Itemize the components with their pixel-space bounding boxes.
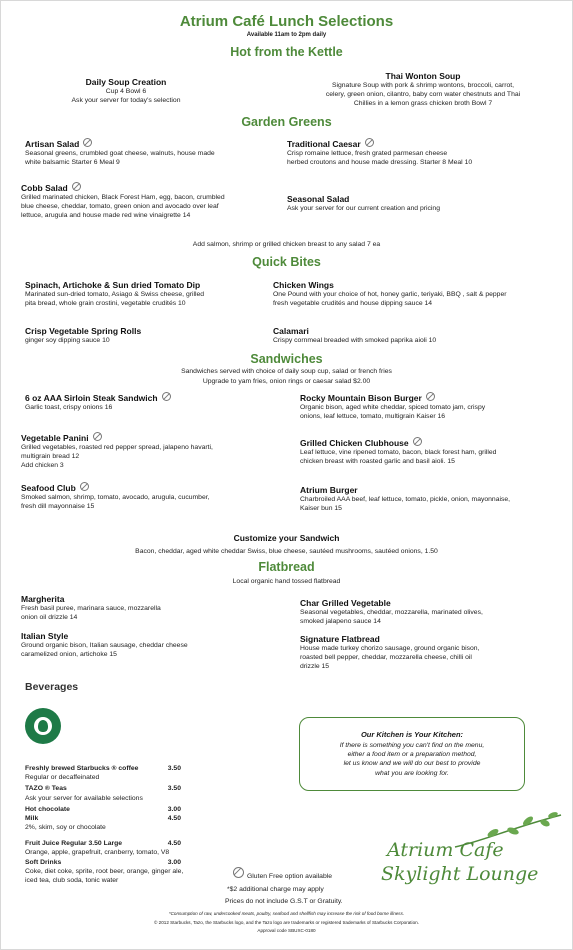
hot-chocolate-price: 3.00 bbox=[167, 805, 181, 813]
margherita-name: Margherita bbox=[21, 594, 65, 604]
kettle-heading: Hot from the Kettle bbox=[230, 45, 343, 59]
coffee-note: Regular or decaffeinated bbox=[25, 774, 100, 782]
clubhouse-desc-2: chicken breast with roasted garlic and basil aioli. 15 bbox=[300, 458, 455, 466]
atrium-burger-name: Atrium Burger bbox=[300, 485, 358, 495]
atrium-cafe-logo bbox=[373, 811, 563, 891]
gluten-free-legend bbox=[233, 867, 332, 881]
gluten-free-icon bbox=[162, 392, 171, 401]
caesar-salad-desc-2: herbed croutons and house made dressing. Starter 8 Meal 10 bbox=[287, 159, 473, 167]
kitchen-line-4: what you are looking for. bbox=[375, 769, 449, 777]
customize-title: Customize your Sandwich bbox=[233, 533, 340, 543]
copyright-note: © 2012 Starbucks, Tazo, the Starbucks logo, and the Tazo logo are trademarks or registered trademarks of Starbucks Corporation. bbox=[154, 920, 419, 925]
sandwich-note-2: Upgrade to yam fries, onion rings or caesar salad $2.00 bbox=[202, 378, 371, 385]
panini-desc-3: Add chicken 3 bbox=[21, 462, 64, 470]
margherita-desc-1: Fresh basil puree, marinara sauce, mozzarella bbox=[21, 605, 161, 612]
panini-name: Vegetable Panini bbox=[21, 433, 89, 443]
milk-note: 2%, skim, soy or chocolate bbox=[25, 824, 106, 832]
seafood-club-name: Seafood Club bbox=[21, 483, 76, 493]
salad-add-note: Add salmon, shrimp or grilled chicken breast to any salad 7 ea bbox=[192, 241, 381, 248]
char-grilled-name: Char Grilled Vegetable bbox=[300, 598, 391, 608]
atrium-burger-desc-1: Charbroiled AAA beef, leaf lettuce, tomato, pickle, onion, mayonnaise, bbox=[300, 496, 511, 503]
spring-rolls-name: Crisp Vegetable Spring Rolls bbox=[25, 326, 142, 336]
artisan-salad-desc-1: Seasonal greens, crumbled goat cheese, walnuts, house made bbox=[25, 150, 215, 157]
juice-note: Orange, apple, grapefruit, cranberry, tomato, V8 bbox=[25, 849, 170, 857]
approval-code: Approval code SBUXC-0180 bbox=[257, 928, 316, 933]
gluten-free-icon bbox=[365, 138, 374, 147]
thai-soup-item bbox=[287, 71, 559, 109]
panini-desc-2: multigrain bread 12 bbox=[21, 453, 80, 461]
caesar-salad-name: Traditional Caesar bbox=[287, 139, 361, 149]
milk-name: Milk bbox=[25, 814, 39, 822]
gluten-free-icon bbox=[426, 392, 435, 401]
signature-flatbread-item bbox=[300, 634, 562, 672]
gluten-free-icon bbox=[93, 432, 102, 441]
gluten-free-icon bbox=[83, 138, 92, 147]
dip-name: Spinach, Artichoke & Sun dried Tomato Dip bbox=[25, 280, 201, 290]
cobb-salad-desc-3: lettuce, arugula and house made red wine vinaigrette 14 bbox=[21, 212, 191, 220]
flatbread-subtitle: Local organic hand tossed flatbread bbox=[232, 578, 341, 585]
starbucks-logo bbox=[25, 708, 61, 744]
seafood-club-desc-2: fresh dill mayonnaise 15 bbox=[21, 503, 95, 511]
seafood-club-desc-1: Smoked salmon, shrimp, tomato, avocado, arugula, cucumber, bbox=[21, 494, 210, 501]
wings-desc-2: fresh vegetable crudités and house dipping sauce 14 bbox=[273, 300, 433, 308]
seafood-club-item bbox=[21, 482, 283, 511]
artisan-salad-item bbox=[25, 138, 275, 167]
bison-burger-desc-1: Organic bison, aged white cheddar, spiced tomato jam, crispy bbox=[300, 404, 486, 411]
atrium-burger-item bbox=[300, 485, 562, 513]
thai-soup-desc-2: celery, green onion, cilantro, baby corn water chestnuts and Thai bbox=[325, 91, 521, 99]
char-grilled-desc-2: smoked jalapeno sauce 14 bbox=[300, 618, 381, 626]
kitchen-line-3: let us know and we will do our best to provide bbox=[343, 760, 481, 768]
bison-burger-item bbox=[300, 392, 562, 421]
gluten-free-note: Gluten Free option available bbox=[247, 873, 333, 880]
char-grilled-item bbox=[300, 598, 562, 626]
kitchen-notice-box bbox=[299, 717, 525, 791]
juice-name: Fruit Juice Regular 3.50 Large bbox=[25, 840, 123, 848]
italian-style-desc-2: caramelized onion, artichoke 15 bbox=[21, 651, 117, 659]
signature-flatbread-desc-3: drizzle 15 bbox=[300, 663, 330, 671]
beverage-list bbox=[25, 764, 183, 885]
soft-drinks-note-2: iced tea, club soda, tonic water bbox=[25, 876, 119, 884]
daily-soup-note: Ask your server for today's selection bbox=[71, 97, 181, 105]
margherita-desc-2: onion oil drizzle 14 bbox=[21, 614, 78, 622]
daily-soup-item bbox=[61, 77, 191, 105]
italian-style-desc-1: Ground organic bison, Italian sausage, cheddar cheese bbox=[21, 642, 188, 649]
thai-soup-name: Thai Wonton Soup bbox=[385, 71, 461, 81]
logo-line-1: Atrium Cafe bbox=[387, 839, 504, 861]
seasonal-salad-name: Seasonal Salad bbox=[287, 194, 350, 204]
bites-heading: Quick Bites bbox=[252, 255, 321, 269]
signature-flatbread-desc-1: House made turkey chorizo sausage, ground organic bison, bbox=[300, 645, 480, 652]
consumption-warning: *Consumption of raw, undercooked meats, poultry, seafood and shellfish may increase the risk of food borne illness. bbox=[168, 911, 405, 916]
artisan-salad-desc-2: white balsamic Starter 6 Meal 9 bbox=[25, 159, 120, 167]
page-title: Atrium Café Lunch Selections bbox=[179, 13, 394, 30]
logo-line-2: Skylight Lounge bbox=[381, 863, 539, 885]
clubhouse-item bbox=[300, 437, 562, 466]
bison-burger-name: Rocky Mountain Bison Burger bbox=[300, 393, 422, 403]
dip-desc-2: pita bread, whole grain crostini, vegetable crudités 10 bbox=[25, 300, 186, 308]
gluten-free-icon bbox=[80, 482, 89, 491]
artisan-salad-name: Artisan Salad bbox=[25, 139, 80, 149]
signature-flatbread-desc-2: roasted bell pepper, cheddar, mozzarella cheese, chilli oil bbox=[300, 654, 472, 662]
cobb-salad-name: Cobb Salad bbox=[21, 183, 68, 193]
panini-item bbox=[21, 432, 283, 471]
hot-chocolate-name: Hot chocolate bbox=[25, 805, 70, 813]
gluten-free-icon bbox=[233, 867, 244, 878]
coffee-price: 3.50 bbox=[167, 765, 181, 772]
tax-note: Prices do not include G.S.T or Gratuity. bbox=[225, 898, 343, 905]
tazo-name: TAZO ® Teas bbox=[25, 785, 67, 793]
tazo-note: Ask your server for available selections bbox=[25, 794, 143, 802]
sandwiches-heading: Sandwiches bbox=[250, 352, 323, 366]
wings-name: Chicken Wings bbox=[273, 280, 334, 290]
kitchen-heading: Our Kitchen is Your Kitchen: bbox=[360, 730, 464, 739]
char-grilled-desc-1: Seasonal vegetables, cheddar, mozzarella, marinated olives, bbox=[300, 609, 483, 616]
flatbread-heading: Flatbread bbox=[258, 560, 315, 574]
tazo-price: 3.50 bbox=[167, 785, 181, 793]
charge-note: *$2 additional charge may apply bbox=[227, 886, 324, 893]
seasonal-salad-desc: Ask your server for our current creation and pricing bbox=[287, 205, 440, 212]
atrium-burger-desc-2: Kaiser bun 15 bbox=[300, 505, 342, 513]
coffee-name: Freshly brewed Starbucks ® coffee bbox=[25, 765, 139, 772]
beverages-heading: Beverages bbox=[25, 681, 79, 693]
hours-note: Available 11am to 2pm daily bbox=[246, 32, 327, 38]
kitchen-line-1: If there is something you can't find on the menu, bbox=[339, 742, 485, 749]
bison-burger-desc-2: onions, leaf lettuce, tomato, multigrain Kaiser 16 bbox=[300, 413, 446, 421]
cobb-salad-desc-2: blue cheese, cheddar, tomato, green onion and avocado over leaf bbox=[21, 203, 219, 211]
dip-item bbox=[25, 280, 270, 308]
caesar-salad-desc-1: Crisp romaine lettuce, fresh grated parmesan cheese bbox=[287, 150, 448, 157]
cobb-salad-desc-1: Grilled marinated chicken, Black Forest Ham, egg, bacon, crumbled bbox=[21, 194, 225, 201]
wings-item bbox=[273, 280, 565, 308]
gluten-free-icon bbox=[413, 437, 422, 446]
greens-heading: Garden Greens bbox=[241, 115, 332, 129]
dip-desc-1: Marinated sun-dried tomato, Asiago & Swiss cheese, grilled bbox=[25, 291, 205, 298]
thai-soup-desc-3: Chillies in a lemon grass chicken broth Bowl 7 bbox=[353, 100, 493, 108]
clubhouse-name: Grilled Chicken Clubhouse bbox=[300, 438, 409, 448]
clubhouse-desc-1: Leaf lettuce, vine ripened tomato, bacon, black forest ham, grilled bbox=[300, 449, 497, 456]
daily-soup-name: Daily Soup Creation bbox=[85, 77, 167, 87]
calamari-name: Calamari bbox=[273, 326, 309, 336]
cobb-salad-item bbox=[21, 182, 283, 221]
steak-sandwich-name: 6 oz AAA Sirloin Steak Sandwich bbox=[25, 393, 158, 403]
italian-style-item bbox=[21, 631, 271, 659]
customize-desc: Bacon, cheddar, aged white cheddar Swiss, blue cheese, sautéed mushrooms, sautéed onions, 1.50 bbox=[135, 548, 438, 555]
steak-sandwich-desc: Garlic toast, crispy onions 16 bbox=[25, 404, 113, 411]
thai-soup-desc-1: Signature Soup with pork & shrimp wontons, broccoli, carrot, bbox=[331, 82, 515, 89]
spring-rolls-item bbox=[25, 326, 265, 345]
margherita-item bbox=[21, 594, 271, 622]
soft-drinks-name: Soft Drinks bbox=[25, 858, 62, 866]
soft-drinks-note-1: Coke, diet coke, sprite, root beer, orange, ginger ale, bbox=[25, 867, 184, 875]
sandwich-note-1: Sandwiches served with choice of daily soup cup, salad or french fries bbox=[181, 368, 392, 375]
panini-desc-1: Grilled vegetables, roasted red pepper spread, jalapeno havarti, bbox=[21, 444, 213, 451]
gluten-free-icon bbox=[72, 182, 81, 191]
kitchen-line-2: either a food item or a preparation method, bbox=[347, 751, 477, 759]
italian-style-name: Italian Style bbox=[21, 631, 69, 641]
seasonal-salad-item bbox=[287, 194, 557, 213]
soft-drinks-price: 3.00 bbox=[167, 858, 181, 866]
wings-desc-1: One Pound with your choice of hot, honey garlic, teriyaki, BBQ , salt & pepper bbox=[273, 291, 507, 298]
juice-price: 4.50 bbox=[167, 840, 181, 848]
calamari-item bbox=[273, 326, 533, 345]
signature-flatbread-name: Signature Flatbread bbox=[300, 634, 380, 644]
milk-price: 4.50 bbox=[167, 814, 181, 822]
caesar-salad-item bbox=[287, 138, 557, 167]
spring-rolls-desc: ginger soy dipping sauce 10 bbox=[25, 337, 110, 344]
steak-sandwich-item bbox=[25, 392, 275, 412]
daily-soup-sizes: Cup 4 Bowl 6 bbox=[105, 88, 147, 95]
calamari-desc: Crispy cornmeal breaded with smoked paprika aioli 10 bbox=[273, 337, 437, 344]
